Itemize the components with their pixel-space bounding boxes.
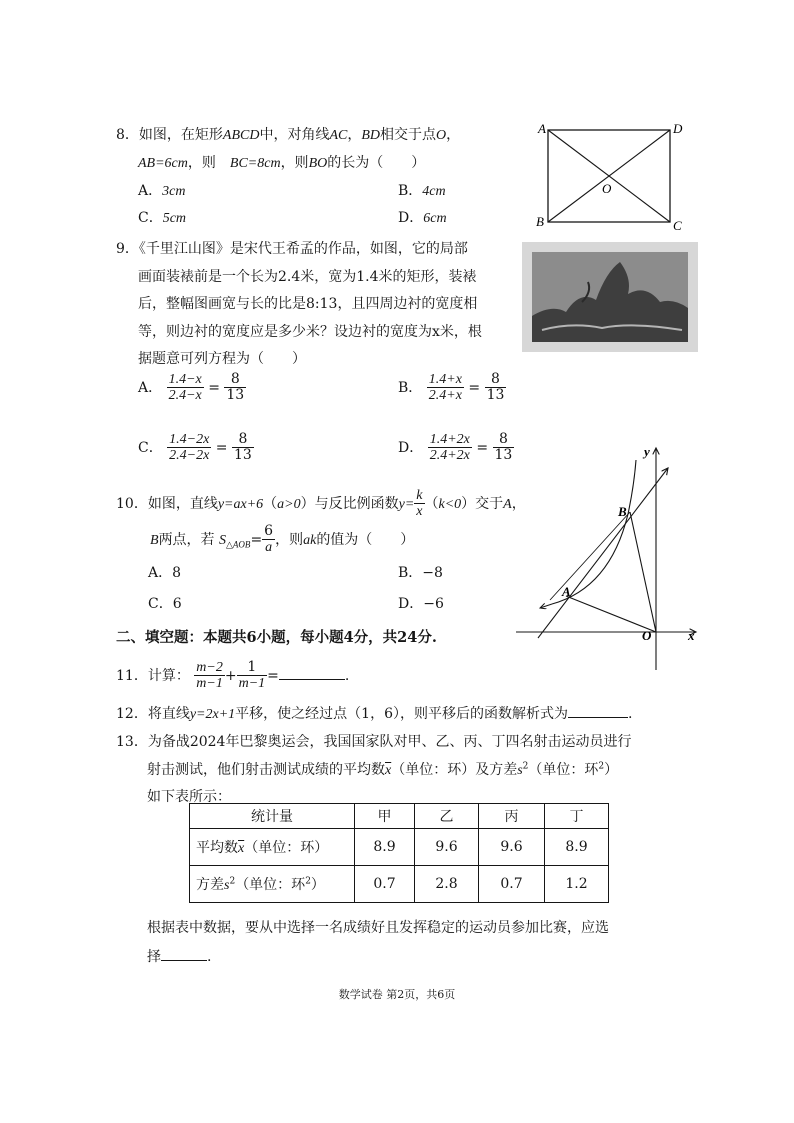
q9-line: 等，则边衬的宽度应是多少米？设边衬的宽度为x米，根: [138, 323, 482, 340]
question-number: 13．: [116, 734, 148, 750]
fraction: [237, 660, 268, 692]
q10-option-d[interactable]: [398, 593, 444, 613]
question-number: 12．: [116, 706, 148, 722]
q8-option-b[interactable]: [398, 180, 446, 200]
fraction: [485, 372, 507, 404]
q10-area-sub: △AOB: [226, 539, 251, 550]
header-cell: 丁: [545, 804, 609, 829]
table-cell: 0.7: [479, 866, 545, 903]
q10-option-c[interactable]: [148, 593, 182, 613]
denominator: m−1: [196, 676, 223, 692]
q13-text: 为备战2024年巴黎奥运会，我国国家队对甲、乙、丙、丁四名射击运动员进行: [147, 734, 632, 750]
q10-text: ，则: [275, 531, 304, 548]
q12-text: 平移，使之经过点（1，6），则平移后的函数解析式为: [235, 706, 568, 722]
q13-text: （单位：环: [528, 762, 599, 778]
table-row: [190, 829, 609, 866]
numerator: 1.4−x: [168, 372, 202, 387]
equals: =: [267, 667, 279, 684]
q8-text: 的长为（ ）: [327, 155, 426, 171]
q10-text: （: [424, 495, 439, 512]
q8-bc-val: =8cm: [247, 156, 281, 171]
q10-text: 如图，直线: [147, 495, 218, 512]
label-text: （单位：环: [235, 877, 306, 893]
numerator: 8: [493, 432, 515, 448]
table-cell: 1.2: [545, 866, 609, 903]
q10-cond1: a>0: [277, 496, 301, 512]
q10-text: ，: [511, 495, 526, 512]
hyperbola-k-over-x: [552, 460, 636, 604]
q11-question: [116, 660, 349, 692]
q13-s: s: [517, 763, 523, 778]
landscape-painting-image: [522, 242, 698, 352]
denominator: x: [416, 504, 423, 520]
option-label: D．: [398, 596, 424, 612]
q8-option-c[interactable]: [138, 207, 186, 227]
q13-after-line1: 根据表中数据，要从中选择一名成绩好且发挥稳定的运动员参加比赛，应选: [147, 920, 609, 936]
question-number: 10．: [116, 495, 148, 512]
q8-o: O: [436, 128, 447, 143]
numerator: m−2: [196, 660, 223, 675]
q8-text: ，: [347, 127, 362, 143]
denominator: 2.4−x: [168, 388, 202, 404]
numerator: 1.4+2x: [429, 432, 470, 447]
q13-sup: 2: [598, 761, 605, 772]
q13-text: 射击测试，他们射击测试成绩的平均数: [147, 762, 385, 778]
header-cell: 乙: [415, 804, 479, 829]
table-cell: 9.6: [479, 829, 545, 866]
q8-option-d[interactable]: [398, 207, 447, 227]
section-2-title: 二、填空题：本题共6小题，每小题4分，共24分.: [116, 629, 437, 646]
equals: =: [215, 439, 228, 456]
q12-question: [116, 703, 632, 723]
fraction: [414, 488, 424, 520]
option-label: C．: [148, 596, 173, 612]
denominator: 13: [494, 447, 513, 464]
option-value: 5cm: [162, 211, 187, 226]
q10-text: 的值为（ ）: [316, 531, 415, 548]
table-header-row: [190, 804, 609, 829]
q8-stem-line1: [116, 124, 460, 144]
period: .: [207, 949, 212, 965]
label-text: （单位：环）: [244, 840, 329, 856]
table-cell: 2.8: [415, 866, 479, 903]
header-cell: 甲: [355, 804, 415, 829]
denominator: 13: [226, 387, 245, 404]
option-value: 6cm: [423, 211, 447, 226]
table-row: [190, 866, 609, 903]
q8-text: ，: [446, 127, 461, 143]
q10-option-a[interactable]: [148, 562, 181, 582]
q10-ak: ak: [303, 532, 317, 548]
q8-bc: BC: [229, 156, 248, 171]
option-value: −6: [423, 596, 444, 612]
q13-xbar: $\overline{x}$: [385, 763, 392, 778]
label-sup: 2: [305, 876, 311, 887]
fraction: [224, 372, 246, 404]
q8-text: ，则: [280, 155, 309, 171]
q10-text: （: [263, 495, 278, 512]
denominator: 13: [486, 387, 505, 404]
numerator: 8: [232, 432, 254, 448]
equals: =: [250, 531, 263, 548]
q10-option-b[interactable]: [398, 562, 443, 582]
q10-text: ）与反比例函数: [300, 495, 399, 512]
q10-line-eq: y=ax+6: [217, 496, 264, 512]
equals: =: [208, 379, 220, 396]
option-label: B．: [398, 379, 423, 396]
option-value: 6: [172, 596, 182, 612]
fraction: [232, 432, 254, 464]
q8-text: 相交于点: [380, 127, 437, 143]
q13-line2: [147, 759, 618, 779]
label-b: B: [536, 214, 544, 229]
line-y-ax-plus-6: [538, 468, 668, 638]
equals: =: [476, 439, 489, 456]
q10-stem-line1: [116, 488, 526, 520]
label-d: D: [673, 121, 683, 136]
q9-option-b[interactable]: [398, 372, 506, 404]
q9-option-c[interactable]: [138, 432, 254, 464]
row-label-mean: [190, 829, 355, 866]
q8-ac: AC: [329, 128, 348, 143]
label-y: y: [644, 444, 650, 459]
q9-option-a[interactable]: [138, 372, 246, 404]
q9-option-d[interactable]: [398, 432, 514, 464]
q11-text: 计算：: [147, 667, 190, 684]
header-cell: 统计量: [190, 804, 355, 829]
q9-line: 据题意可列方程为（ ）: [138, 351, 306, 367]
denominator: 2.4+2x: [429, 448, 470, 464]
numerator: 8: [485, 372, 507, 388]
numerator: k: [416, 488, 423, 503]
question-number: 9．: [116, 241, 139, 257]
option-value: 3cm: [162, 184, 186, 199]
denominator: 13: [233, 447, 252, 464]
option-label: C．: [138, 439, 163, 456]
option-label: B．: [398, 183, 423, 199]
label-text: 平均数: [196, 840, 238, 856]
denominator: m−1: [238, 676, 266, 692]
table-cell: 8.9: [545, 829, 609, 866]
fraction: [262, 524, 275, 556]
q8-rectangle-figure: [530, 118, 690, 238]
q10-area-s: S: [219, 532, 227, 548]
stats-table: [189, 803, 609, 903]
q8-option-a[interactable]: [138, 180, 185, 200]
q9-line: 画面装裱前是一个长为2.4米，宽为1.4米的矩形，装裱: [138, 268, 477, 285]
q10-text: 两点，若: [158, 531, 215, 548]
question-number: 8．: [116, 127, 139, 143]
q8-text: 如图，在矩形: [138, 127, 223, 143]
label-sup: 2: [229, 876, 236, 887]
option-label: A．: [138, 379, 163, 396]
q8-bd: BD: [361, 128, 381, 143]
q8-text: ，则: [187, 155, 216, 171]
option-label: C．: [138, 210, 163, 226]
q8-bo: BO: [308, 156, 328, 171]
q12-text: 将直线: [147, 706, 190, 722]
q8-text: 中，对角线: [259, 127, 330, 143]
label-b: B: [618, 504, 627, 519]
fraction: [167, 432, 211, 464]
option-label: A．: [148, 565, 173, 581]
q8-ab: AB: [138, 156, 156, 171]
q10-cond2: k<0: [438, 496, 462, 512]
q13-text: 择: [147, 949, 161, 965]
equals: =: [468, 379, 481, 396]
fraction: [428, 432, 472, 464]
label-text: ）: [310, 877, 325, 893]
q9-line: 后，整幅图画宽与长的比是8:13，且四周边衬的宽度相: [138, 296, 478, 312]
q8-ab-val: =6cm: [155, 156, 188, 171]
q13-answer-blank[interactable]: [161, 960, 207, 961]
denominator: 2.4−2x: [169, 448, 210, 464]
label-s: s: [224, 878, 230, 893]
q10-y-eq: y=: [398, 496, 415, 512]
fraction: [427, 372, 464, 404]
numerator: 1: [237, 660, 268, 676]
label-x: x: [688, 628, 695, 643]
q10-text: ）交于: [461, 495, 504, 512]
q12-answer-blank[interactable]: [568, 717, 628, 718]
period: .: [344, 667, 350, 684]
row-label-variance: [190, 866, 355, 903]
label-a: A: [538, 121, 546, 136]
label-o: O: [642, 628, 652, 643]
q9-line-text: 《千里江山图》是宋代王希孟的作品，如图，它的局部: [138, 241, 468, 257]
period: .: [627, 706, 633, 722]
q10-point-b: B: [150, 532, 159, 548]
page-footer: 数学试卷 第2页，共6页: [338, 988, 456, 1001]
option-label: D．: [398, 439, 424, 456]
label-o: O: [602, 181, 612, 196]
option-value: −8: [422, 565, 443, 581]
q13-line3: 如下表所示：: [147, 789, 231, 805]
q13-text: （单位：环）及方差: [391, 762, 518, 778]
segment-oa: [566, 596, 656, 632]
segment-ob: [630, 512, 656, 632]
table-cell: 9.6: [415, 829, 479, 866]
q10-function-graph: [510, 438, 710, 674]
q10-point-a: A: [503, 496, 512, 512]
q13-text: ）: [604, 762, 619, 778]
q13-after-line2: [147, 946, 211, 966]
fraction: [167, 372, 204, 404]
label-xbar: $\overline{x}$: [238, 841, 245, 856]
q9-line: [116, 236, 482, 264]
option-label: B．: [398, 565, 423, 581]
hyperbola-arrow-left: [540, 604, 552, 608]
q12-eq: y=2x+1: [189, 707, 236, 722]
question-number: 11．: [116, 667, 148, 684]
q13-sup: 2: [522, 761, 529, 772]
label-text: 方差: [196, 877, 224, 893]
option-value: 8: [172, 565, 182, 581]
numerator: 1.4+x: [428, 372, 462, 387]
q9-stem: [116, 236, 482, 374]
numerator: 6: [264, 523, 274, 539]
fraction: [194, 660, 225, 692]
q8-rect-name: ABCD: [222, 128, 260, 143]
table-cell: 8.9: [355, 829, 415, 866]
denominator: 2.4+x: [428, 388, 462, 404]
q10-stem-line2: [150, 524, 414, 556]
header-cell: 丙: [479, 804, 545, 829]
numerator: 1.4−2x: [169, 432, 210, 447]
option-label: A．: [138, 183, 163, 199]
plus: +: [224, 667, 237, 684]
label-c: C: [673, 218, 682, 233]
table-cell: 0.7: [355, 866, 415, 903]
numerator: 8: [224, 372, 246, 388]
denominator: a: [265, 540, 273, 556]
q11-answer-blank[interactable]: [279, 679, 345, 680]
q13-line1: [116, 731, 631, 751]
q8-stem-line2: [138, 152, 425, 172]
option-value: 4cm: [422, 184, 446, 199]
label-a: A: [562, 584, 571, 599]
option-label: D．: [398, 210, 424, 226]
